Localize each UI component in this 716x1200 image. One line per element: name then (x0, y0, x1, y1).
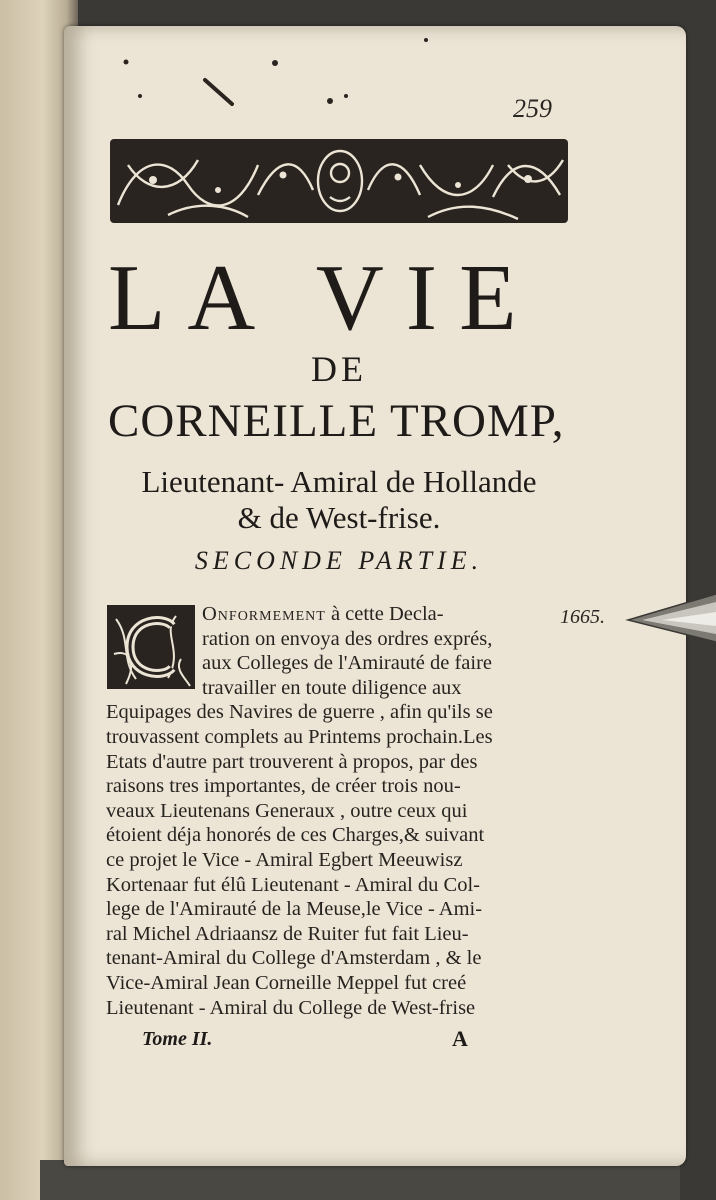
title-de: DE (311, 349, 367, 389)
body-line: lege de l'Amirauté de la Meuse,le Vice - Ami- (106, 898, 483, 921)
subtitle-line-2: & de West-frise. (237, 500, 441, 535)
body-line: Etats d'autre part trouverent à propos, par des (106, 750, 478, 773)
body-line: ral Michel Adriaansz de Ruiter fut fait Lieu- (106, 922, 469, 945)
body-line: Equipages des Navires de guerre , afin qu'ils se (106, 701, 493, 724)
body-line: Vice-Amiral Jean Corneille Meppel fut creé (106, 971, 467, 994)
body-line: aux Colleges de l'Amirauté de faire (202, 652, 493, 675)
body-line: raisons tres importantes, de créer trois nou- (106, 775, 461, 798)
volume-label: Tome II. (142, 1028, 213, 1050)
ornamental-headpiece (108, 135, 570, 227)
body-line: ce projet le Vice - Amiral Egbert Meeuwisz (106, 848, 463, 871)
body-line: étoient déja honorés de ces Charges,& suivant (106, 824, 485, 847)
first-word: Onformement (202, 603, 326, 625)
body-line: Kortenaar fut élû Lieutenant - Amiral du Col- (106, 873, 481, 896)
body-line: travailler en toute diligence aux (202, 676, 462, 699)
signature-mark: A (452, 1026, 468, 1051)
body-text (106, 602, 552, 1020)
page-pointer-icon (622, 590, 716, 646)
title-main: LA VIE (108, 246, 539, 350)
book-bottom-edge (40, 1160, 680, 1200)
subtitle-line-1: Lieutenant- Amiral de Hollande (141, 464, 537, 499)
body-line: ration on envoya des ordres exprés, (202, 627, 493, 650)
page-number: 259 (513, 94, 552, 123)
title-name: CORNEILLE TROMP, (108, 395, 565, 447)
body-line: veaux Lieutenans Generaux , outre ceux qui (106, 799, 468, 822)
part-title: SECONDE PARTIE. (194, 546, 484, 575)
body-line (106, 602, 552, 627)
margin-note-year: 1665. (560, 606, 605, 628)
body-line-text: à cette Decla- (325, 603, 444, 625)
body-line: tenant-Amiral du College d'Amsterdam , & le (106, 947, 482, 970)
body-line: trouvassent complets au Printems prochain.Les (106, 725, 493, 748)
body-line: Lieutenant - Amiral du College de West-frise (106, 996, 476, 1019)
